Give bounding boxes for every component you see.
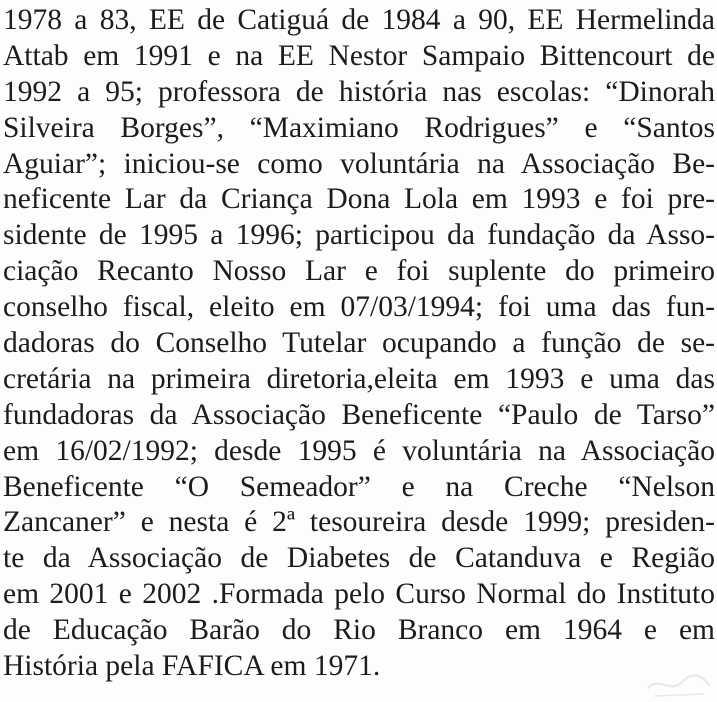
text-line: Aguiar”; iniciou-se como voluntária na Associação Be- [3,147,715,180]
text-line: neficente Lar da Criança Dona Lola em 1993 e foi pre- [3,183,715,216]
text-line: Attab em 1991 e na EE Nestor Sampaio Bittencourt de [3,39,715,72]
text-line: de Educação Barão do Rio Branco em 1964 e em [3,614,715,647]
text-line: sidente de 1995 a 1996; participou da fundação da Asso- [3,219,715,252]
reverse-side-bleed-through [644,668,714,698]
text-line: fundadoras da Associação Beneficente “Paulo de Tarso” [3,398,715,431]
text-line: em 2001 e 2002 .Formada pelo Curso Normal do Instituto [3,578,715,611]
biography-paragraph [3,3,715,685]
text-line: dadoras do Conselho Tutelar ocupando a função de se- [3,327,715,360]
text-line: te da Associação de Diabetes de Catanduva e Região [3,542,715,575]
text-line: Beneficente “O Semeador” e na Creche “Nelson [3,470,715,503]
text-line: conselho fiscal, eleito em 07/03/1994; foi uma das fun- [3,291,715,324]
text-line: ciação Recanto Nosso Lar e foi suplente do primeiro [3,255,715,288]
text-line: cretária na primeira diretoria,eleita em 1993 e uma das [3,362,715,395]
text-line: História pela FAFICA em 1971. [3,650,381,683]
text-line: 1992 a 95; professora de história nas escolas: “Dinorah [3,75,715,108]
text-line: Zancaner” e nesta é 2ª tesoureira desde 1999; presiden- [3,506,715,539]
text-line: 1978 a 83, EE de Catiguá de 1984 a 90, EE Hermelinda [3,4,715,36]
text-line: em 16/02/1992; desde 1995 é voluntária na Associação [3,434,715,467]
text-line: Silveira Borges”, “Maximiano Rodrigues” e “Santos [3,111,715,144]
